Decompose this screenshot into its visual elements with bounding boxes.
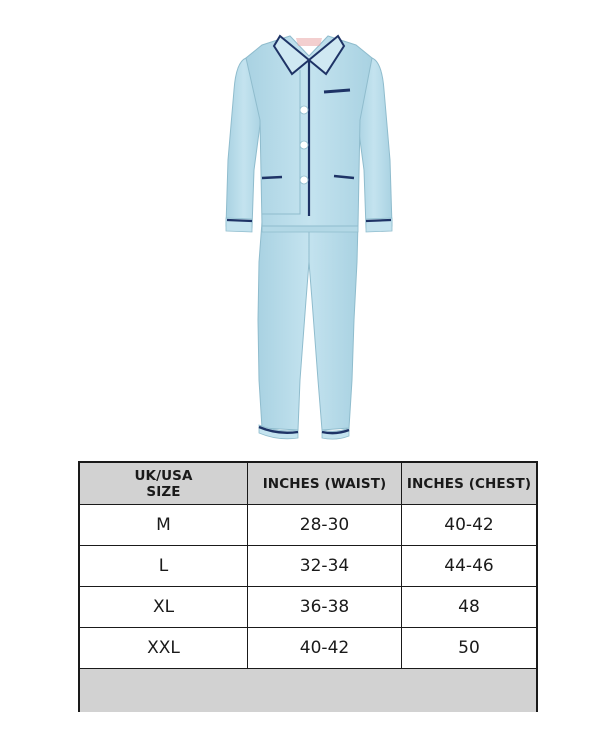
chest-cell: 44-46 bbox=[444, 556, 494, 576]
size-cell: XXL bbox=[80, 628, 248, 668]
table-footer-bar bbox=[80, 669, 536, 712]
size-cell: XL bbox=[80, 587, 248, 627]
table-row bbox=[80, 628, 536, 669]
table-header-row bbox=[80, 463, 536, 505]
size-cell: M bbox=[80, 505, 248, 545]
waist-cell: 28-30 bbox=[248, 505, 402, 545]
waist-cell: 32-34 bbox=[248, 546, 402, 586]
shirt bbox=[226, 36, 392, 232]
size-cell: L bbox=[80, 546, 248, 586]
table-row bbox=[80, 505, 536, 546]
trousers bbox=[258, 222, 358, 439]
chest-cell: 48 bbox=[458, 597, 480, 617]
header-size bbox=[80, 463, 248, 504]
size-chart-table bbox=[78, 461, 538, 712]
header-waist: INCHES (WAIST) bbox=[248, 463, 402, 504]
header-chest: INCHES (CHEST) bbox=[406, 475, 532, 492]
header-size-label: UK/USA SIZE bbox=[134, 467, 193, 500]
table-row bbox=[80, 546, 536, 587]
chest-cell: 50 bbox=[458, 638, 480, 658]
chest-cell: 40-42 bbox=[444, 515, 494, 535]
waist-cell: 40-42 bbox=[248, 628, 402, 668]
waist-cell: 36-38 bbox=[248, 587, 402, 627]
table-row bbox=[80, 587, 536, 628]
